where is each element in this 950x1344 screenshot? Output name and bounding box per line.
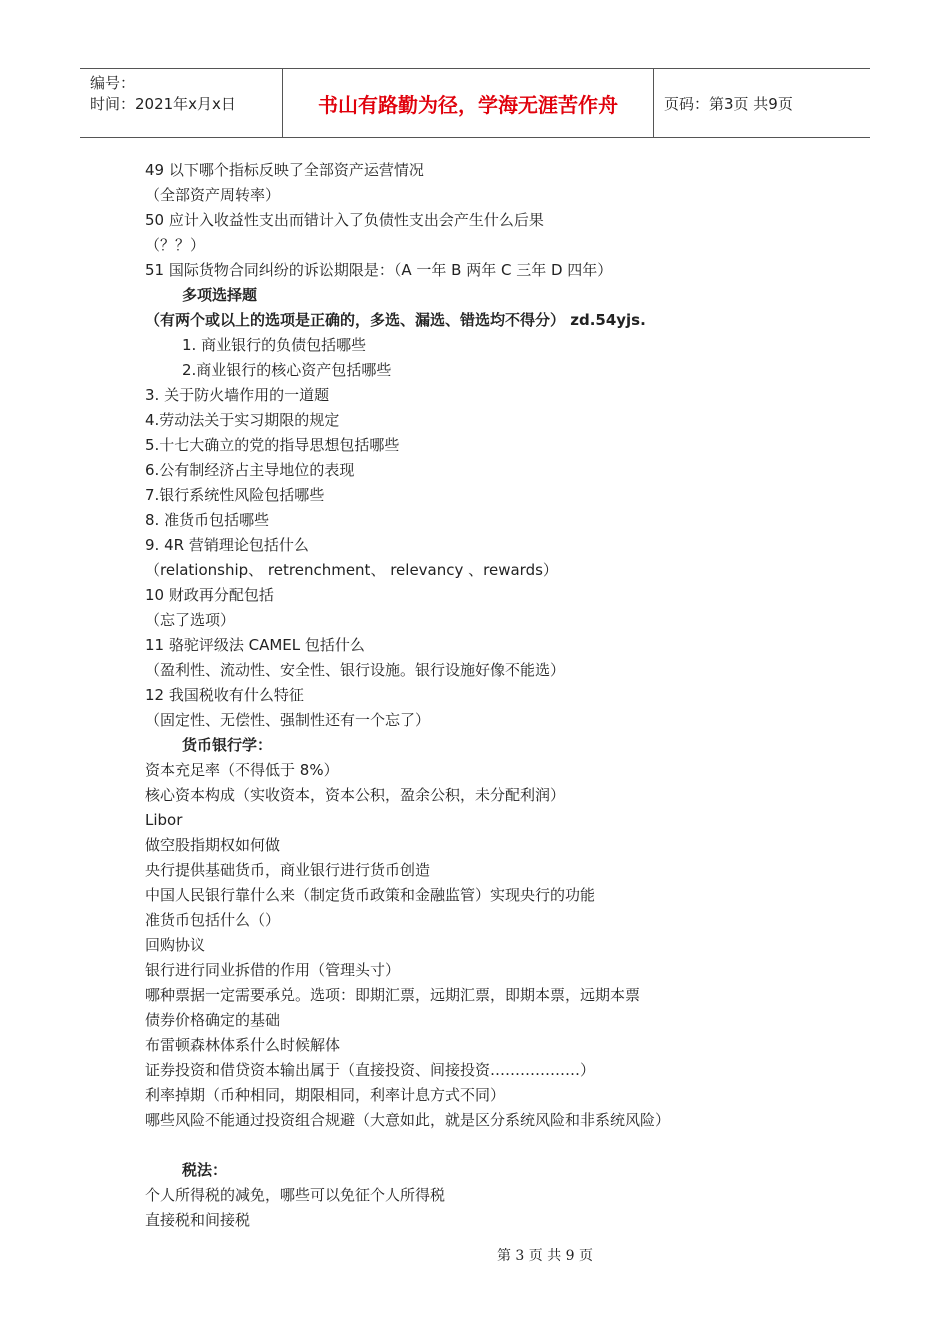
text-line: 12 我国税收有什么特征: [145, 686, 304, 704]
page-header: [80, 68, 870, 138]
document-body: [145, 158, 885, 1233]
text-line: 做空股指期权如何做: [145, 836, 281, 854]
text-line: 央行提供基础货币，商业银行进行货币创造: [145, 861, 431, 879]
text-line: 49 以下哪个指标反映了全部资产运营情况: [145, 161, 424, 179]
text-line: 银行进行同业拆借的作用（管理头寸）: [145, 961, 401, 979]
text-line: 哪些风险不能通过投资组合规避（大意如此，就是区分系统风险和非系统风险）: [145, 1111, 671, 1129]
text-line: （固定性、无偿性、强制性还有一个忘了）: [145, 711, 431, 729]
time-label: 时间：2021年x月x日: [90, 95, 236, 113]
question-line: 1. 商业银行的负债包括哪些: [182, 336, 367, 354]
section-heading: 税法：: [182, 1161, 228, 1179]
question-line: 2.商业银行的核心资产包括哪些: [182, 361, 392, 379]
header-info: [80, 69, 283, 137]
text-line: 布雷顿森林体系什么时候解体: [145, 1036, 341, 1054]
text-line: 资本充足率（不得低于 8%）: [145, 761, 339, 779]
footer-page-number: 第 3 页 共 9 页: [496, 1248, 594, 1264]
header-motto: 书山有路勤为径，学海无涯苦作舟: [283, 69, 654, 137]
text-line: 利率掉期（币种相同，期限相同，利率计息方式不同）: [145, 1086, 506, 1104]
text-line: （relationship、 retrenchment、 relevancy 、rewards）: [145, 561, 558, 579]
text-line: 8. 准货币包括哪些: [145, 511, 270, 529]
text-line: 10 财政再分配包括: [145, 586, 274, 604]
page-footer: [0, 1245, 950, 1265]
text-line: （？？）: [145, 236, 206, 254]
text-line: 证券投资和借贷资本输出属于（直接投资、间接投资………………）: [145, 1061, 596, 1079]
text-line: 债券价格确定的基础: [145, 1011, 281, 1029]
text-line: 11 骆驼评级法 CAMEL 包括什么: [145, 636, 365, 654]
text-line: 准货币包括什么（）: [145, 911, 281, 929]
text-line: 51 国际货物合同纠纷的诉讼期限是：（A 一年 B 两年 C 三年 D 四年）: [145, 261, 613, 279]
text-line: 中国人民银行靠什么来（制定货币政策和金融监管）实现央行的功能: [145, 886, 596, 904]
text-line: （忘了选项）: [145, 611, 236, 629]
text-line: 50 应计入收益性支出而错计入了负债性支出会产生什么后果: [145, 211, 544, 229]
text-line: （全部资产周转率）: [145, 186, 281, 204]
instruction-line: （有两个或以上的选项是正确的，多选、漏选、错选均不得分） zd.54yjs.: [145, 311, 646, 329]
text-line: 5.十七大确立的党的指导思想包括哪些: [145, 436, 400, 454]
text-line: 7.银行系统性风险包括哪些: [145, 486, 325, 504]
text-line: （盈利性、流动性、安全性、银行设施。银行设施好像不能选）: [145, 661, 566, 679]
text-line: Libor: [145, 811, 183, 829]
text-line: 直接税和间接税: [145, 1211, 251, 1229]
text-line: 4.劳动法关于实习期限的规定: [145, 411, 340, 429]
section-heading: 多项选择题: [182, 286, 258, 304]
blank-line: [145, 1133, 885, 1158]
text-line: 9. 4R 营销理论包括什么: [145, 536, 309, 554]
number-label: 编号：: [90, 74, 136, 92]
text-line: 哪种票据一定需要承兑。选项：即期汇票，远期汇票，即期本票，远期本票: [145, 986, 641, 1004]
text-line: 3. 关于防火墙作用的一道题: [145, 386, 330, 404]
text-line: 核心资本构成（实收资本，资本公积，盈余公积，未分配利润）: [145, 786, 566, 804]
text-line: 6.公有制经济占主导地位的表现: [145, 461, 355, 479]
header-page-label: 页码：第3页 共9页: [664, 94, 793, 113]
text-line: 个人所得税的减免，哪些可以免征个人所得税: [145, 1186, 446, 1204]
text-line: 回购协议: [145, 936, 206, 954]
section-heading: 货币银行学：: [182, 736, 273, 754]
